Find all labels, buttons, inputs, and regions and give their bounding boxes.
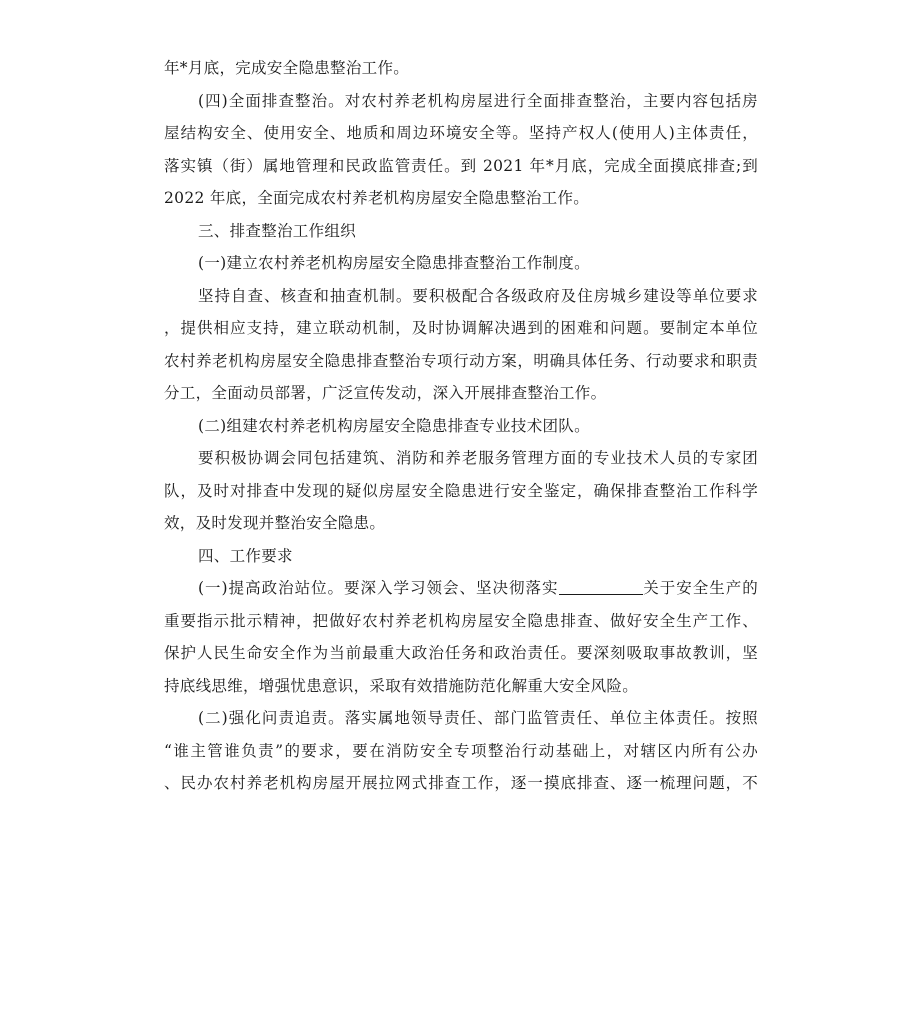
text-segment: (一)提高政治站位。要深入学习领会、坚决彻落实 bbox=[198, 579, 559, 597]
paragraph-heading: (四)全面排查整治。对农村养老机构房屋进行全面排查整治，主要内容包括房 bbox=[198, 91, 758, 110]
text-line: 落实镇（街）属地管理和民政监管责任。到 2021 年*月底，完成全面摸底排查;到 bbox=[164, 156, 758, 175]
text-line: 队，及时对排查中发现的疑似房屋安全隐患进行安全鉴定，确保排查整治工作科学 bbox=[164, 481, 758, 500]
section-heading: 四、工作要求 bbox=[198, 546, 293, 565]
text-line: 持底线思维，增强忧患意识，采取有效措施防范化解重大安全风险。 bbox=[164, 676, 639, 695]
paragraph-heading: (一)建立农村养老机构房屋安全隐患排查整治工作制度。 bbox=[198, 254, 590, 272]
text-line: 年*月底，完成安全隐患整治工作。 bbox=[164, 59, 410, 77]
text-line: 、民办农村养老机构房屋开展拉网式排查工作，逐一摸底排查、逐一梳理问题，不 bbox=[164, 774, 758, 792]
paragraph-heading: (二)组建农村养老机构房屋安全隐患排查专业技术团队。 bbox=[198, 416, 590, 435]
text-line: 重要指示批示精神，把做好农村养老机构房屋安全隐患排查、做好安全生产工作、 bbox=[164, 611, 758, 630]
document-body bbox=[164, 52, 758, 800]
paragraph-heading bbox=[164, 572, 758, 605]
text-segment: 关于安全生产的 bbox=[642, 579, 758, 597]
section-heading: 三、排查整治工作组织 bbox=[198, 221, 357, 240]
text-line: 效，及时发现并整治安全隐患。 bbox=[164, 514, 386, 532]
text-line: 要积极协调会同包括建筑、消防和养老服务管理方面的专业技术人员的专家团 bbox=[198, 449, 758, 467]
fill-in-blank bbox=[559, 578, 643, 595]
text-line: 2022 年底，全面完成农村养老机构房屋安全隐患整治工作。 bbox=[164, 189, 590, 207]
text-line: 屋结构安全、使用安全、地质和周边环境安全等。坚持产权人(使用人)主体责任， bbox=[164, 124, 758, 142]
text-line: “谁主管谁负责”的要求，要在消防安全专项整治行动基础上，对辖区内所有公办 bbox=[164, 741, 758, 760]
text-line: 坚持自查、核查和抽查机制。要积极配合各级政府及住房城乡建设等单位要求 bbox=[198, 286, 758, 305]
text-line: 保护人民生命安全作为当前最重大政治任务和政治责任。要深刻吸取事故教训，坚 bbox=[164, 644, 758, 662]
paragraph-heading: (二)强化问责追责。落实属地领导责任、部门监管责任、单位主体责任。按照 bbox=[198, 709, 758, 727]
text-line: 分工，全面动员部署，广泛宣传发动，深入开展排查整治工作。 bbox=[164, 384, 607, 402]
text-line: ，提供相应支持，建立联动机制，及时协调解决遇到的困难和问题。要制定本单位 bbox=[164, 319, 758, 337]
text-line: 农村养老机构房屋安全隐患排查整治专项行动方案，明确具体任务、行动要求和职责 bbox=[164, 351, 758, 370]
